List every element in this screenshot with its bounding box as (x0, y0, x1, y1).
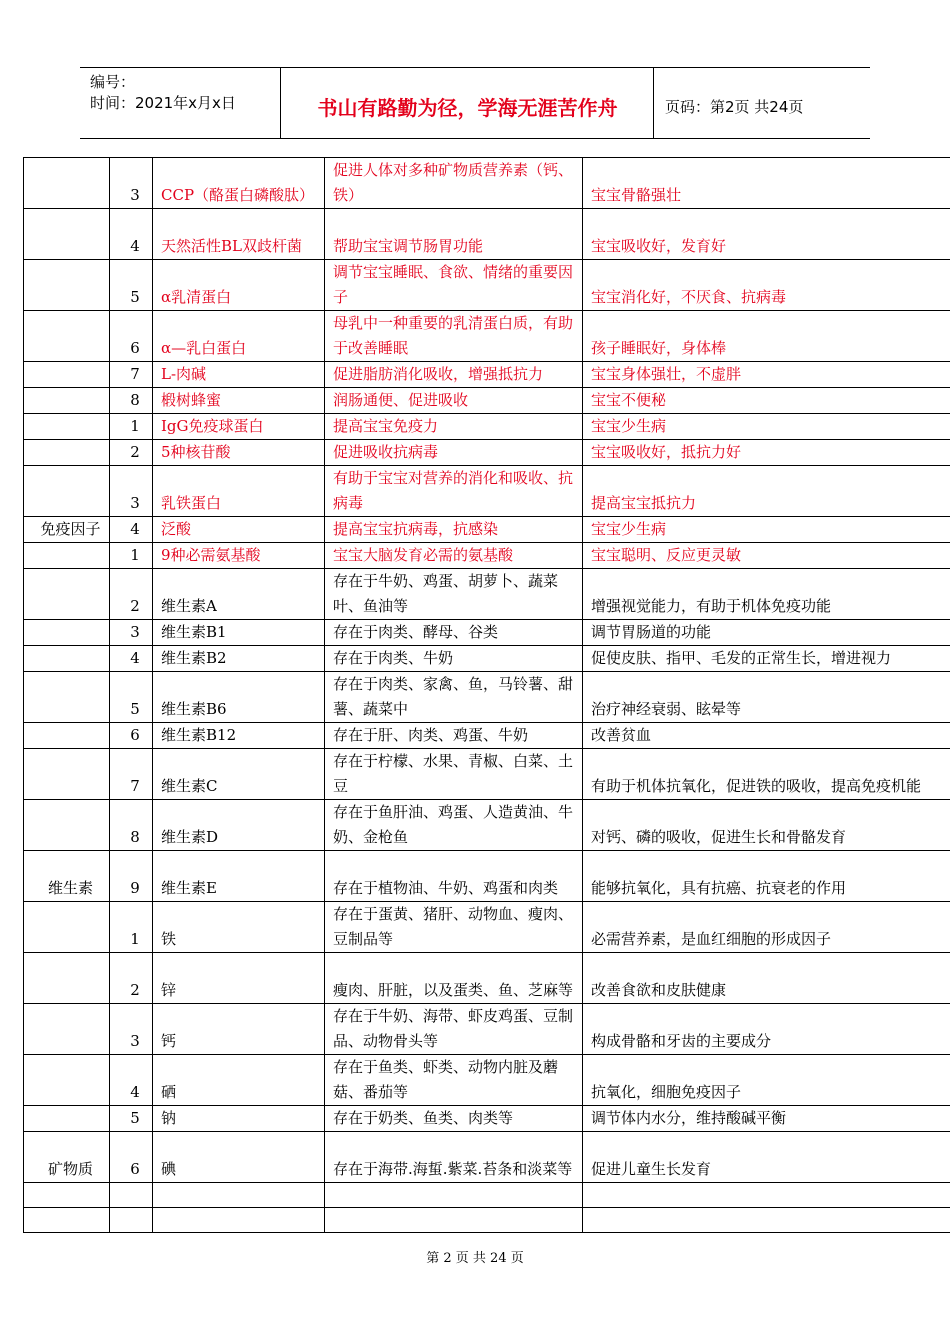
nutrient-effect: 促进儿童生长发育 (583, 1132, 950, 1183)
category-cell (24, 749, 110, 800)
date-label: 时间：2021年x月x日 (90, 94, 236, 112)
nutrient-effect: 宝宝骨骼强壮 (583, 158, 950, 209)
row-number: 2 (110, 953, 153, 1004)
category-cell (24, 1055, 110, 1106)
nutrient-source: 促进脂肪消化吸收，增强抵抗力 (325, 362, 583, 388)
table-row (24, 749, 950, 800)
nutrient-effect: 提高宝宝抵抗力 (583, 466, 950, 517)
category-cell: 维生素 (24, 851, 110, 902)
nutrient-effect: 宝宝消化好，不厌食、抗病毒 (583, 260, 950, 311)
row-number: 3 (110, 466, 153, 517)
nutrient-source: 存在于鱼肝油、鸡蛋、人造黄油、牛奶、金枪鱼 (325, 800, 583, 851)
nutrient-effect: 宝宝不便秘 (583, 388, 950, 414)
nutrient-name: 维生素D (153, 800, 325, 851)
nutrient-source: 调节宝宝睡眠、食欲、情绪的重要因子 (325, 260, 583, 311)
table-row (24, 1183, 950, 1208)
category-cell (24, 902, 110, 953)
nutrient-name: 椴树蜂蜜 (153, 388, 325, 414)
nutrient-effect: 必需营养素，是血红细胞的形成因子 (583, 902, 950, 953)
table-row (24, 953, 950, 1004)
nutrient-effect: 宝宝聪明、反应更灵敏 (583, 543, 950, 569)
table-row (24, 543, 950, 569)
nutrient-source: 存在于奶类、鱼类、肉类等 (325, 1106, 583, 1132)
nutrient-name: 天然活性BL双歧杆菌 (153, 209, 325, 260)
nutrient-source: 帮助宝宝调节肠胃功能 (325, 209, 583, 260)
nutrient-source: 存在于植物油、牛奶、鸡蛋和肉类 (325, 851, 583, 902)
table-row (24, 620, 950, 646)
row-number: 3 (110, 158, 153, 209)
category-cell (24, 569, 110, 620)
nutrient-effect: 构成骨骼和牙齿的主要成分 (583, 1004, 950, 1055)
category-cell (24, 1004, 110, 1055)
nutrient-name: 9种必需氨基酸 (153, 543, 325, 569)
row-number: 5 (110, 672, 153, 723)
row-number: 1 (110, 543, 153, 569)
nutrient-effect: 宝宝少生病 (583, 414, 950, 440)
table-row (24, 1055, 950, 1106)
nutrient-name: CCP（酪蛋白磷酸肽） (153, 158, 325, 209)
nutrient-source: 促进吸收抗病毒 (325, 440, 583, 466)
row-number (110, 1183, 153, 1208)
table-row (24, 466, 950, 517)
table-row (24, 800, 950, 851)
nutrient-effect: 治疗神经衰弱、眩晕等 (583, 672, 950, 723)
row-number: 2 (110, 569, 153, 620)
category-cell (24, 620, 110, 646)
nutrient-effect: 宝宝身体强壮，不虚胖 (583, 362, 950, 388)
nutrient-source: 有助于宝宝对营养的消化和吸收、抗病毒 (325, 466, 583, 517)
nutrient-effect: 能够抗氧化，具有抗癌、抗衰老的作用 (583, 851, 950, 902)
nutrient-name: 锌 (153, 953, 325, 1004)
category-cell (24, 723, 110, 749)
nutrient-source: 母乳中一种重要的乳清蛋白质，有助于改善睡眠 (325, 311, 583, 362)
table-row (24, 362, 950, 388)
row-number: 1 (110, 414, 153, 440)
row-number: 9 (110, 851, 153, 902)
category-cell (24, 1106, 110, 1132)
category-cell (24, 158, 110, 209)
category-cell (24, 543, 110, 569)
category-cell (24, 1183, 110, 1208)
table-row (24, 569, 950, 620)
nutrient-source (325, 1183, 583, 1208)
header-info (80, 68, 281, 138)
category-cell (24, 800, 110, 851)
nutrient-name: 钠 (153, 1106, 325, 1132)
nutrient-name: 泛酸 (153, 517, 325, 543)
category-cell (24, 414, 110, 440)
nutrient-effect: 宝宝吸收好，发育好 (583, 209, 950, 260)
nutrient-name: 铁 (153, 902, 325, 953)
header-motto: 书山有路勤为径，学海无涯苦作舟 (282, 68, 654, 138)
nutrient-effect: 增强视觉能力，有助于机体免疫功能 (583, 569, 950, 620)
table-row (24, 723, 950, 749)
nutrient-source: 存在于鱼类、虾类、动物内脏及蘑菇、番茄等 (325, 1055, 583, 1106)
table-row (24, 1004, 950, 1055)
nutrient-source: 宝宝大脑发育必需的氨基酸 (325, 543, 583, 569)
table-row (24, 646, 950, 672)
nutrient-name: 钙 (153, 1004, 325, 1055)
nutrient-name: L-肉碱 (153, 362, 325, 388)
nutrient-name (153, 1208, 325, 1233)
table-row (24, 311, 950, 362)
nutrient-effect: 对钙、磷的吸收，促进生长和骨骼发育 (583, 800, 950, 851)
nutrient-source: 存在于肉类、酵母、谷类 (325, 620, 583, 646)
page-footer: 第 2 页 共 24 页 (426, 1251, 524, 1266)
row-number: 2 (110, 440, 153, 466)
row-number: 6 (110, 723, 153, 749)
nutrient-source: 提高宝宝免疫力 (325, 414, 583, 440)
row-number: 3 (110, 620, 153, 646)
row-number: 4 (110, 1055, 153, 1106)
category-cell (24, 466, 110, 517)
nutrient-effect: 宝宝少生病 (583, 517, 950, 543)
category-cell (24, 260, 110, 311)
table-row (24, 517, 950, 543)
table-row (24, 440, 950, 466)
row-number (110, 1208, 153, 1233)
nutrient-name (153, 1183, 325, 1208)
category-cell (24, 209, 110, 260)
nutrient-effect: 调节胃肠道的功能 (583, 620, 950, 646)
nutrient-source: 提高宝宝抗病毒，抗感染 (325, 517, 583, 543)
nutrient-effect: 宝宝吸收好，抵抗力好 (583, 440, 950, 466)
row-number: 5 (110, 1106, 153, 1132)
nutrient-name: 硒 (153, 1055, 325, 1106)
row-number: 4 (110, 517, 153, 543)
nutrient-source: 存在于牛奶、鸡蛋、胡萝卜、蔬菜叶、鱼油等 (325, 569, 583, 620)
nutrient-name: 维生素B2 (153, 646, 325, 672)
row-number: 4 (110, 209, 153, 260)
nutrient-effect: 抗氧化，细胞免疫因子 (583, 1055, 950, 1106)
category-cell: 矿物质 (24, 1132, 110, 1183)
nutrient-name: α—乳白蛋白 (153, 311, 325, 362)
code-label: 编号： (90, 73, 136, 91)
row-number: 7 (110, 362, 153, 388)
category-cell (24, 362, 110, 388)
nutrient-source: 瘦肉、肝脏，以及蛋类、鱼、芝麻等 (325, 953, 583, 1004)
category-cell (24, 440, 110, 466)
nutrient-name: 维生素B6 (153, 672, 325, 723)
table-row (24, 414, 950, 440)
nutrient-name: 维生素A (153, 569, 325, 620)
table-row (24, 1106, 950, 1132)
nutrient-source: 存在于肉类、牛奶 (325, 646, 583, 672)
table-row (24, 851, 950, 902)
nutrient-source: 促进人体对多种矿物质营养素（钙、铁） (325, 158, 583, 209)
row-number: 6 (110, 1132, 153, 1183)
table-row (24, 388, 950, 414)
category-cell (24, 311, 110, 362)
nutrient-source: 存在于牛奶、海带、虾皮鸡蛋、豆制品、动物骨头等 (325, 1004, 583, 1055)
nutrient-name: 碘 (153, 1132, 325, 1183)
row-number: 6 (110, 311, 153, 362)
nutrient-effect: 改善食欲和皮肤健康 (583, 953, 950, 1004)
nutrient-name: 乳铁蛋白 (153, 466, 325, 517)
nutrient-source: 存在于肝、肉类、鸡蛋、牛奶 (325, 723, 583, 749)
table-row (24, 902, 950, 953)
table-row (24, 209, 950, 260)
table-row (24, 158, 950, 209)
nutrient-effect: 孩子睡眠好，身体棒 (583, 311, 950, 362)
nutrient-source: 存在于海带.海蜇.紫菜.苔条和淡菜等 (325, 1132, 583, 1183)
nutrient-name: IgG免疫球蛋白 (153, 414, 325, 440)
nutrient-source (325, 1208, 583, 1233)
nutrient-source: 存在于柠檬、水果、青椒、白菜、土豆 (325, 749, 583, 800)
nutrient-effect: 有助于机体抗氧化，促进铁的吸收，提高免疫机能 (583, 749, 950, 800)
row-number: 8 (110, 388, 153, 414)
nutrient-table (23, 157, 950, 1233)
nutrient-name: 维生素E (153, 851, 325, 902)
nutrient-name: α乳清蛋白 (153, 260, 325, 311)
nutrient-name: 维生素B1 (153, 620, 325, 646)
row-number: 4 (110, 646, 153, 672)
nutrient-name: 维生素C (153, 749, 325, 800)
row-number: 7 (110, 749, 153, 800)
category-cell: 免疫因子 (24, 517, 110, 543)
nutrient-effect (583, 1183, 950, 1208)
category-cell (24, 672, 110, 723)
row-number: 5 (110, 260, 153, 311)
category-cell (24, 1208, 110, 1233)
nutrient-source: 存在于蛋黄、猪肝、动物血、瘦肉、豆制品等 (325, 902, 583, 953)
category-cell (24, 646, 110, 672)
nutrient-name: 5种核苷酸 (153, 440, 325, 466)
table-row (24, 260, 950, 311)
nutrient-source: 润肠通便、促进吸收 (325, 388, 583, 414)
row-number: 1 (110, 902, 153, 953)
table-row (24, 1208, 950, 1233)
table-row (24, 1132, 950, 1183)
category-cell (24, 953, 110, 1004)
header-page-number: 页码：第2页 共24页 (665, 97, 804, 116)
nutrient-effect: 改善贫血 (583, 723, 950, 749)
page-header (80, 67, 870, 139)
nutrient-effect (583, 1208, 950, 1233)
nutrient-effect: 调节体内水分，维持酸碱平衡 (583, 1106, 950, 1132)
row-number: 8 (110, 800, 153, 851)
nutrient-effect: 促使皮肤、指甲、毛发的正常生长，增进视力 (583, 646, 950, 672)
nutrient-source: 存在于肉类、家禽、鱼，马铃薯、甜薯、蔬菜中 (325, 672, 583, 723)
row-number: 3 (110, 1004, 153, 1055)
table-row (24, 672, 950, 723)
nutrient-name: 维生素B12 (153, 723, 325, 749)
category-cell (24, 388, 110, 414)
